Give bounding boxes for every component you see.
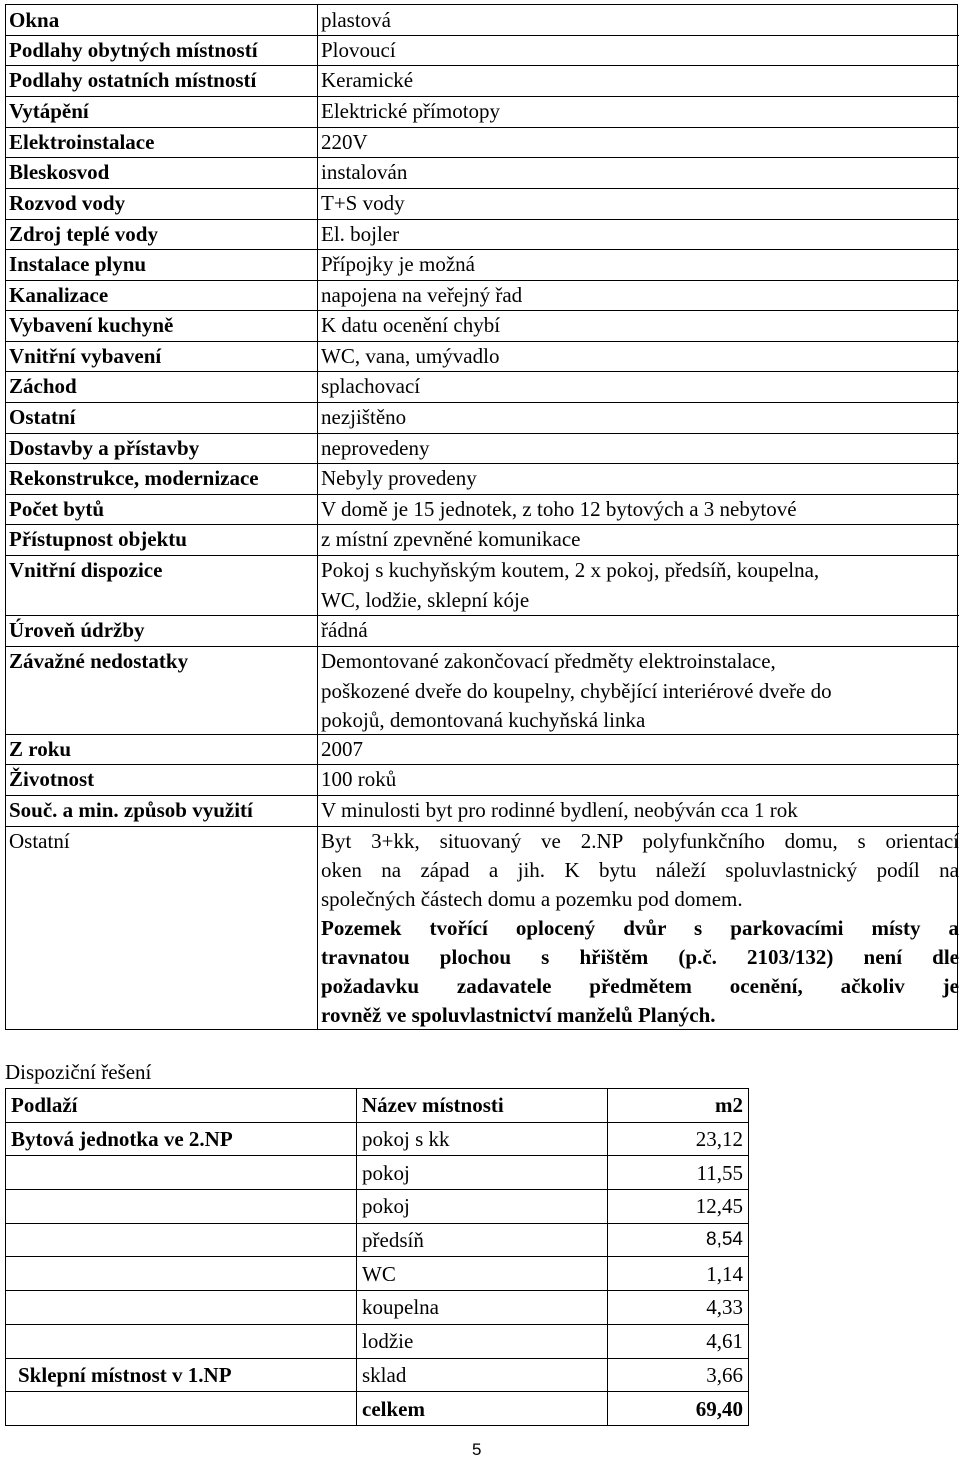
room-cell: pokoj s kk bbox=[357, 1122, 608, 1156]
area-cell: 12,45 bbox=[608, 1190, 749, 1224]
property-value: plastová bbox=[321, 8, 391, 32]
property-value: 2007 bbox=[321, 737, 363, 761]
property-label: Vnitřní dispozice bbox=[9, 558, 163, 582]
row-divider bbox=[6, 433, 959, 434]
area-cell: 4,61 bbox=[608, 1324, 749, 1358]
row-divider bbox=[6, 310, 959, 311]
room-cell: sklad bbox=[357, 1358, 608, 1392]
table-row bbox=[6, 1358, 749, 1392]
floor-cell bbox=[6, 1257, 357, 1291]
row-divider bbox=[6, 188, 959, 189]
ostatni-line-bold: požadavku zadavatele předmětem ocenění, ačkoliv je bbox=[321, 974, 959, 998]
property-label: Rozvod vody bbox=[9, 191, 126, 215]
property-label: Ostatní bbox=[9, 829, 70, 853]
property-label: Vytápění bbox=[9, 99, 89, 123]
row-divider bbox=[6, 219, 959, 220]
property-label: Kanalizace bbox=[9, 283, 109, 307]
empty-cell bbox=[6, 1392, 357, 1426]
room-cell: lodžie bbox=[357, 1324, 608, 1358]
row-divider bbox=[6, 341, 959, 342]
ostatni-line-bold: Pozemek tvořící oplocený dvůr s parkovacími místy a bbox=[321, 916, 959, 940]
property-value: WC, vana, umývadlo bbox=[321, 344, 500, 368]
property-value: El. bojler bbox=[321, 222, 400, 246]
property-value: Přípojky je možná bbox=[321, 252, 475, 276]
property-value: WC, lodžie, sklepní kóje bbox=[321, 588, 530, 612]
table-row bbox=[6, 1257, 749, 1291]
table-row bbox=[6, 1324, 749, 1358]
row-divider bbox=[6, 280, 959, 281]
table-row bbox=[6, 1223, 749, 1257]
row-divider bbox=[6, 65, 959, 66]
table-row bbox=[6, 1291, 749, 1325]
area-cell: 3,66 bbox=[608, 1358, 749, 1392]
property-label: Úroveň údržby bbox=[9, 618, 145, 642]
property-value: Pokoj s kuchyňským koutem, 2 x pokoj, předsíň, koupelna, bbox=[321, 558, 820, 582]
floor-cell: Sklepní místnost v 1.NP bbox=[6, 1358, 357, 1392]
table-row bbox=[6, 1156, 749, 1190]
property-label: Okna bbox=[9, 8, 60, 32]
properties-table bbox=[5, 4, 958, 1030]
row-divider bbox=[6, 127, 959, 128]
row-divider bbox=[6, 96, 959, 97]
row-divider bbox=[6, 555, 959, 556]
floor-cell bbox=[6, 1156, 357, 1190]
room-cell: koupelna bbox=[357, 1291, 608, 1325]
row-divider bbox=[6, 734, 959, 735]
floor-cell bbox=[6, 1223, 357, 1257]
property-label: Životnost bbox=[9, 767, 95, 791]
property-value: řádná bbox=[321, 618, 368, 642]
property-value: Nebyly provedeny bbox=[321, 466, 477, 490]
property-value: 220V bbox=[321, 130, 368, 154]
property-label: Bleskosvod bbox=[9, 160, 110, 184]
header-room: Název místnosti bbox=[357, 1089, 608, 1123]
property-label: Podlahy obytných místností bbox=[9, 38, 258, 62]
property-value: Plovoucí bbox=[321, 38, 396, 62]
property-value: poškozené dveře do koupelny, chybějící interiérové dveře do bbox=[321, 679, 832, 703]
property-value: splachovací bbox=[321, 374, 421, 398]
property-label: Instalace plynu bbox=[9, 252, 147, 276]
area-cell: 11,55 bbox=[608, 1156, 749, 1190]
property-label: Podlahy ostatních místností bbox=[9, 68, 257, 92]
total-row bbox=[6, 1392, 749, 1426]
ostatni-line: Byt 3+kk, situovaný ve 2.NP polyfunkčního domu, s orientací bbox=[321, 829, 959, 853]
ostatni-line-bold: travnatou plochou s hřištěm (p.č. 2103/132) není dle bbox=[321, 945, 959, 969]
area-cell: 1,14 bbox=[608, 1257, 749, 1291]
total-area: 69,40 bbox=[608, 1392, 749, 1426]
property-label: Rekonstrukce, modernizace bbox=[9, 466, 259, 490]
floor-cell bbox=[6, 1190, 357, 1224]
dispozice-table bbox=[5, 1088, 749, 1426]
room-cell: předsíň bbox=[357, 1223, 608, 1257]
column-divider bbox=[317, 5, 318, 1029]
ostatni-line: společných částech domu a pozemku pod domem. bbox=[321, 887, 743, 911]
property-value: Keramické bbox=[321, 68, 414, 92]
row-divider bbox=[6, 764, 959, 765]
row-divider bbox=[6, 157, 959, 158]
area-cell: 23,12 bbox=[608, 1122, 749, 1156]
row-divider bbox=[6, 249, 959, 250]
property-value: z místní zpevněné komunikace bbox=[321, 527, 581, 551]
property-value: Elektrické přímotopy bbox=[321, 99, 501, 123]
floor-cell bbox=[6, 1291, 357, 1325]
page-number: 5 bbox=[472, 1440, 482, 1459]
property-value: pokojů, demontovaná kuchyňská linka bbox=[321, 708, 646, 732]
property-value: instalován bbox=[321, 160, 408, 184]
room-cell: pokoj bbox=[357, 1156, 608, 1190]
property-label: Záchod bbox=[9, 374, 77, 398]
property-label: Zdroj teplé vody bbox=[9, 222, 158, 246]
property-label: Závažné nedostatky bbox=[9, 649, 189, 673]
property-label: Vnitřní vybavení bbox=[9, 344, 162, 368]
table-row bbox=[6, 1190, 749, 1224]
property-value: Demontované zakončovací předměty elektroinstalace, bbox=[321, 649, 776, 673]
row-divider bbox=[6, 371, 959, 372]
property-value: napojena na veřejný řad bbox=[321, 283, 523, 307]
property-label: Elektroinstalace bbox=[9, 130, 155, 154]
header-area: m2 bbox=[608, 1089, 749, 1123]
property-label: Z roku bbox=[9, 737, 72, 761]
property-value: K datu ocenění chybí bbox=[321, 313, 501, 337]
room-cell: WC bbox=[357, 1257, 608, 1291]
row-divider bbox=[6, 463, 959, 464]
property-label: Ostatní bbox=[9, 405, 76, 429]
ostatni-line-bold: rovněž ve spoluvlastnictví manželů Planých. bbox=[321, 1003, 716, 1027]
area-cell: 8,54 bbox=[608, 1223, 749, 1257]
property-label: Souč. a min. způsob využití bbox=[9, 798, 253, 822]
property-value: nezjištěno bbox=[321, 405, 407, 429]
header-floor: Podlaží bbox=[6, 1089, 357, 1123]
total-label: celkem bbox=[357, 1392, 608, 1426]
ostatni-line: oken na západ a jih. K bytu náleží spoluvlastnický podíl na bbox=[321, 858, 959, 882]
property-value: V minulosti byt pro rodinné bydlení, neobýván cca 1 rok bbox=[321, 798, 798, 822]
property-value: 100 roků bbox=[321, 767, 397, 791]
property-value: T+S vody bbox=[321, 191, 405, 215]
row-divider bbox=[6, 646, 959, 647]
room-cell: pokoj bbox=[357, 1190, 608, 1224]
property-label: Počet bytů bbox=[9, 497, 105, 521]
area-cell: 4,33 bbox=[608, 1291, 749, 1325]
row-divider bbox=[6, 35, 959, 36]
table-row bbox=[6, 1122, 749, 1156]
row-divider bbox=[6, 795, 959, 796]
property-label: Dostavby a přístavby bbox=[9, 436, 200, 460]
row-divider bbox=[6, 524, 959, 525]
property-value: neprovedeny bbox=[321, 436, 430, 460]
floor-cell bbox=[6, 1324, 357, 1358]
dispozice-heading: Dispoziční řešení bbox=[5, 1060, 152, 1084]
ostatni-description bbox=[321, 827, 959, 1030]
property-label: Přístupnost objektu bbox=[9, 527, 187, 551]
row-divider bbox=[6, 494, 959, 495]
row-divider bbox=[6, 402, 959, 403]
floor-cell: Bytová jednotka ve 2.NP bbox=[6, 1122, 357, 1156]
property-label: Vybavení kuchyně bbox=[9, 313, 174, 337]
dispozice-header-row bbox=[6, 1089, 749, 1123]
row-divider bbox=[6, 615, 959, 616]
property-value: V domě je 15 jednotek, z toho 12 bytových a 3 nebytové bbox=[321, 497, 797, 521]
